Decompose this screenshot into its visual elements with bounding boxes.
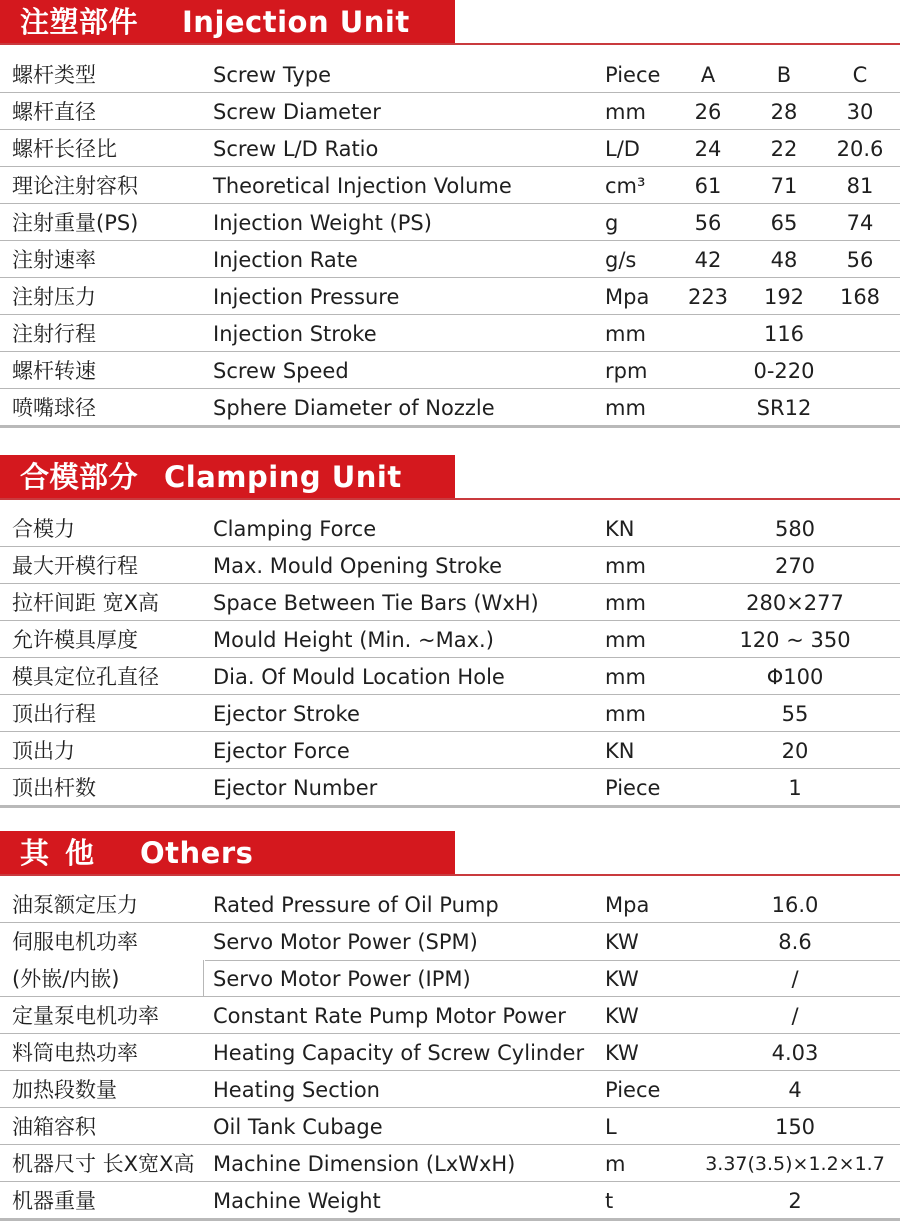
section-rule [0,43,900,45]
table-row [0,547,900,584]
table-row [0,56,900,93]
row-value: SR12 [756,396,812,420]
row-label-cn: 拉杆间距 宽X高 [12,591,160,615]
row-unit: Mpa [605,285,650,309]
row-unit: Piece [605,776,661,800]
row-value: 1 [788,776,802,800]
row-value: 16.0 [771,893,819,917]
row-value-c: 20.6 [836,137,884,161]
row-label-cn: 加热段数量 [12,1078,117,1102]
table-row [0,1034,900,1071]
row-label-cn: 螺杆直径 [12,100,96,124]
section-bottom-rule [0,805,900,808]
row-value: / [791,1004,799,1028]
table-row [0,658,900,695]
table-row [0,584,900,621]
row-unit: KN [605,517,635,541]
section-header [0,831,900,875]
row-label-en: Machine Dimension (LxWxH) [213,1152,516,1176]
row-label-cn: 注射速率 [12,248,96,272]
row-value: 20 [781,739,809,763]
row-unit: mm [605,554,646,578]
injection-unit-section [0,0,900,428]
table-row [0,1108,900,1145]
row-label-cn: 允许模具厚度 [12,628,138,652]
table-row [0,278,900,315]
row-unit: mm [605,396,646,420]
row-value: 116 [763,322,805,346]
spec-table [0,56,900,425]
row-label-en: Rated Pressure of Oil Pump [213,893,499,917]
row-unit: mm [605,628,646,652]
row-label-cn: 顶出杆数 [12,776,96,800]
row-label-cn: 喷嘴球径 [12,396,96,420]
table-row [0,886,900,923]
section-title-band [0,831,455,875]
row-value-a: 42 [694,248,722,272]
row-unit: Piece [605,63,661,87]
table-row [0,769,900,805]
table-row [0,167,900,204]
row-unit: mm [605,100,646,124]
row-value: 2 [788,1189,802,1213]
table-row [0,1182,900,1218]
row-label-en: Space Between Tie Bars (WxH) [213,591,539,615]
row-unit: m [605,1152,626,1176]
row-value-a: A [700,63,716,87]
row-label-en: Injection Rate [213,248,358,272]
clamping-unit-section [0,455,900,808]
table-row [0,1145,900,1182]
table-row [0,621,900,658]
row-label-cn: 定量泵电机功率 [12,1004,159,1028]
table-row [0,732,900,769]
row-value-b: 22 [770,137,798,161]
section-rule [0,874,900,876]
row-label-cn: 模具定位孔直径 [12,665,159,689]
spec-table [0,886,900,1218]
row-unit: t [605,1189,614,1213]
row-label-en: Clamping Force [213,517,377,541]
row-label-en: Sphere Diameter of Nozzle [213,396,495,420]
section-title-cn: 合模部分 [20,460,139,494]
row-value-c: 81 [846,174,874,198]
section-title-cn: 注塑部件 [20,5,139,39]
row-label-cn: 顶出力 [12,739,75,763]
row-label-cn: 螺杆长径比 [12,137,117,161]
row-unit: mm [605,702,646,726]
section-title-en: Others [140,836,254,870]
row-label-en: Ejector Number [213,776,378,800]
row-label-en: Ejector Force [213,739,350,763]
row-value-b: 192 [763,285,805,309]
row-value: 120 ~ 350 [739,628,851,652]
table-row [0,204,900,241]
row-label-cn: 螺杆类型 [12,63,96,87]
row-label-cn: 注射重量(PS) [12,211,139,235]
row-label-en: Heating Section [213,1078,380,1102]
row-unit: mm [605,591,646,615]
row-label-en: Servo Motor Power (IPM) [213,967,471,991]
section-title-band [0,0,455,44]
table-row [0,352,900,389]
section-rule [0,498,900,500]
row-value-a: 56 [694,211,722,235]
row-label-cn: 合模力 [12,517,75,541]
row-value: 8.6 [778,930,812,954]
section-title-cn: 其他 [20,836,111,870]
table-row [0,389,900,425]
row-value-b: B [776,63,792,87]
row-unit: L [605,1115,617,1139]
row-unit: Mpa [605,893,650,917]
row-value-c: 74 [846,211,874,235]
row-label-en: Screw Type [213,63,332,87]
row-value: 4.03 [771,1041,819,1065]
table-row [0,93,900,130]
row-value: Φ100 [766,665,824,689]
row-label-cn: 机器重量 [12,1189,96,1213]
row-value-c: C [852,63,868,87]
table-row [0,1071,900,1108]
row-label-en: Oil Tank Cubage [213,1115,383,1139]
row-unit: KW [605,967,639,991]
table-row [0,960,900,997]
row-unit: g/s [605,248,637,272]
row-value-a: 223 [687,285,729,309]
row-label-en: Injection Stroke [213,322,377,346]
row-value: 280×277 [746,591,844,615]
row-value-a: 24 [694,137,722,161]
row-value: / [791,967,799,991]
row-value-c: 56 [846,248,874,272]
row-label-cn: 注射压力 [12,285,96,309]
row-unit: KW [605,930,639,954]
row-label-en: Screw Speed [213,359,349,383]
table-row [0,315,900,352]
row-value-a: 61 [694,174,722,198]
table-row [0,241,900,278]
row-value: 580 [774,517,816,541]
others-section [0,831,900,1221]
row-unit: KW [605,1041,639,1065]
row-label-en: Injection Weight (PS) [213,211,432,235]
row-label-cn: 料筒电热功率 [12,1041,138,1065]
row-unit: mm [605,665,646,689]
row-label-en: Max. Mould Opening Stroke [213,554,503,578]
row-value: 4 [788,1078,802,1102]
row-label-cn: 顶出行程 [12,702,96,726]
row-label-en: Theoretical Injection Volume [213,174,512,198]
row-value-a: 26 [694,100,722,124]
row-label-en: Servo Motor Power (SPM) [213,930,478,954]
row-label-en: Ejector Stroke [213,702,360,726]
row-value: 270 [774,554,816,578]
row-unit: g [605,211,619,235]
row-label-en: Heating Capacity of Screw Cylinder [213,1041,585,1065]
spec-table [0,510,900,805]
row-value: 150 [774,1115,816,1139]
row-label-cn: 油泵额定压力 [12,893,138,917]
row-label-en: Screw L/D Ratio [213,137,379,161]
row-unit: L/D [605,137,640,161]
row-value: 55 [781,702,809,726]
row-value-b: 71 [770,174,798,198]
row-label-cn: (外嵌/内嵌) [12,967,120,991]
row-unit: cm³ [605,174,646,198]
table-row [0,130,900,167]
row-value-c: 168 [839,285,881,309]
row-unit: KN [605,739,635,763]
row-value-b: 28 [770,100,798,124]
row-value-b: 65 [770,211,798,235]
row-label-en: Screw Diameter [213,100,381,124]
section-header [0,455,900,499]
row-label-en: Constant Rate Pump Motor Power [213,1004,566,1028]
row-label-cn: 注射行程 [12,322,96,346]
row-label-cn: 最大开模行程 [12,554,138,578]
row-label-en: Injection Pressure [213,285,400,309]
row-label-cn: 油箱容积 [12,1115,96,1139]
row-label-cn: 伺服电机功率 [12,930,138,954]
row-label-en: Mould Height (Min. ~Max.) [213,628,494,652]
row-unit: rpm [605,359,648,383]
row-unit: mm [605,322,646,346]
table-row [0,510,900,547]
section-title-en: Clamping Unit [164,460,402,494]
row-label-en: Machine Weight [213,1189,381,1213]
row-label-cn: 机器尺寸 长X宽X高 [12,1152,195,1176]
section-title-en: Injection Unit [182,5,410,39]
table-row [0,923,900,960]
row-unit: Piece [605,1078,661,1102]
table-row [0,997,900,1034]
row-label-cn: 理论注射容积 [12,174,138,198]
row-value-b: 48 [770,248,798,272]
table-row [0,695,900,732]
row-value-c: 30 [846,100,874,124]
row-label-en: Dia. Of Mould Location Hole [213,665,505,689]
cell-divider [203,960,204,996]
section-title-band [0,455,455,499]
section-header [0,0,900,44]
row-value: 3.37(3.5)×1.2×1.7 [705,1153,885,1175]
row-value: 0-220 [753,359,815,383]
section-bottom-rule [0,1218,900,1221]
section-bottom-rule [0,425,900,428]
row-label-cn: 螺杆转速 [12,359,96,383]
row-unit: KW [605,1004,639,1028]
